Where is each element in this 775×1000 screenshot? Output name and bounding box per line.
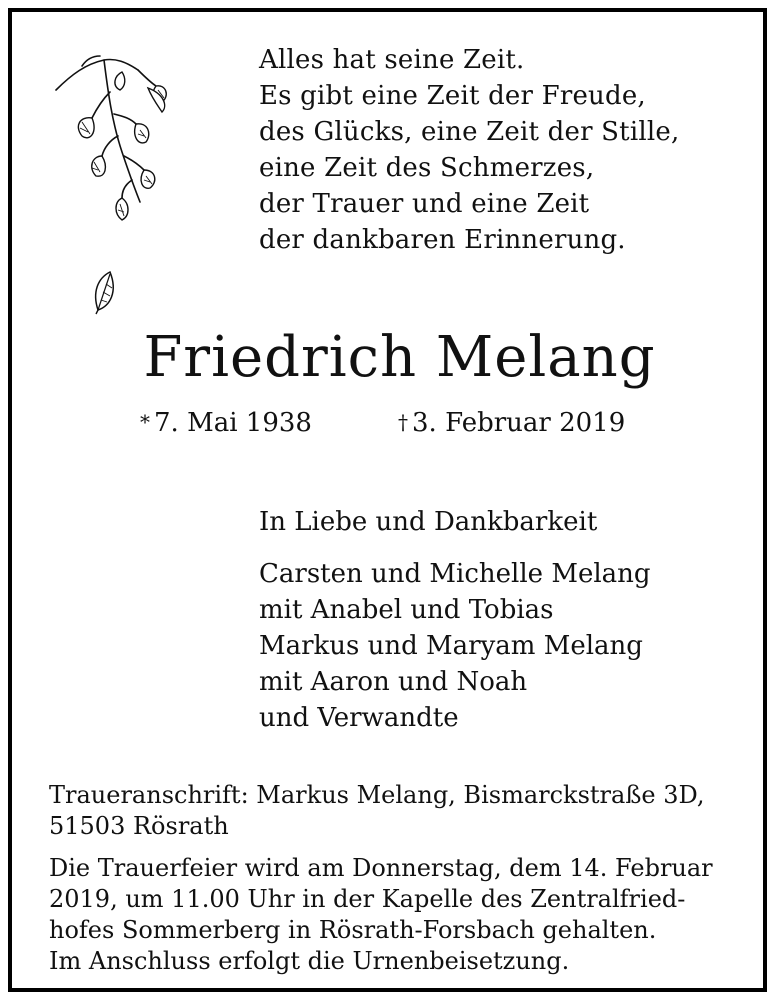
death-cross-icon: † (398, 410, 408, 434)
poem-line: Alles hat seine Zeit. (259, 45, 525, 75)
death-date-text: 3. Februar 2019 (412, 408, 626, 438)
mourner-line: mit Anabel und Tobias (259, 595, 554, 625)
mourner-line: mit Aaron und Noah (259, 667, 528, 697)
mourning-address (49, 780, 749, 842)
birth-date (140, 405, 312, 440)
death-date (398, 405, 625, 440)
ceremony-line: Im Anschluss erfolgt die Urnenbeisetzung. (49, 947, 570, 975)
poem (259, 42, 679, 258)
address-line: Traueranschrift: Markus Melang, Bismarckstraße 3D, (49, 781, 705, 809)
dedication: In Liebe und Dankbarkeit (259, 507, 598, 537)
poem-line: Es gibt eine Zeit der Freude, (259, 81, 646, 111)
ceremony-line: Die Trauerfeier wird am Donnerstag, dem 14. Februar (49, 854, 713, 882)
poem-line: eine Zeit des Schmerzes, (259, 153, 595, 183)
mourner-line: und Verwandte (259, 703, 459, 733)
mourner-line: Carsten und Michelle Melang (259, 559, 651, 589)
address-line: 51503 Rösrath (49, 812, 229, 840)
poem-line: der Trauer und eine Zeit (259, 189, 590, 219)
falling-leaf-icon (90, 270, 120, 316)
birth-date-text: 7. Mai 1938 (154, 408, 312, 438)
mourner-line: Markus und Maryam Melang (259, 631, 643, 661)
birth-star-icon: * (140, 410, 150, 434)
ceremony-line: 2019, um 11.00 Uhr in der Kapelle des Zentralfried- (49, 885, 686, 913)
ceremony-notice (49, 853, 759, 977)
ceremony-line: hofes Sommerberg in Rösrath-Forsbach gehalten. (49, 916, 657, 944)
mourners-list (259, 556, 651, 736)
poem-line: der dankbaren Erinnerung. (259, 225, 626, 255)
poem-line: des Glücks, eine Zeit der Stille, (259, 117, 680, 147)
birch-branch-icon (52, 52, 172, 227)
obituary-frame (8, 8, 767, 992)
deceased-name: Friedrich Melang (143, 325, 656, 390)
